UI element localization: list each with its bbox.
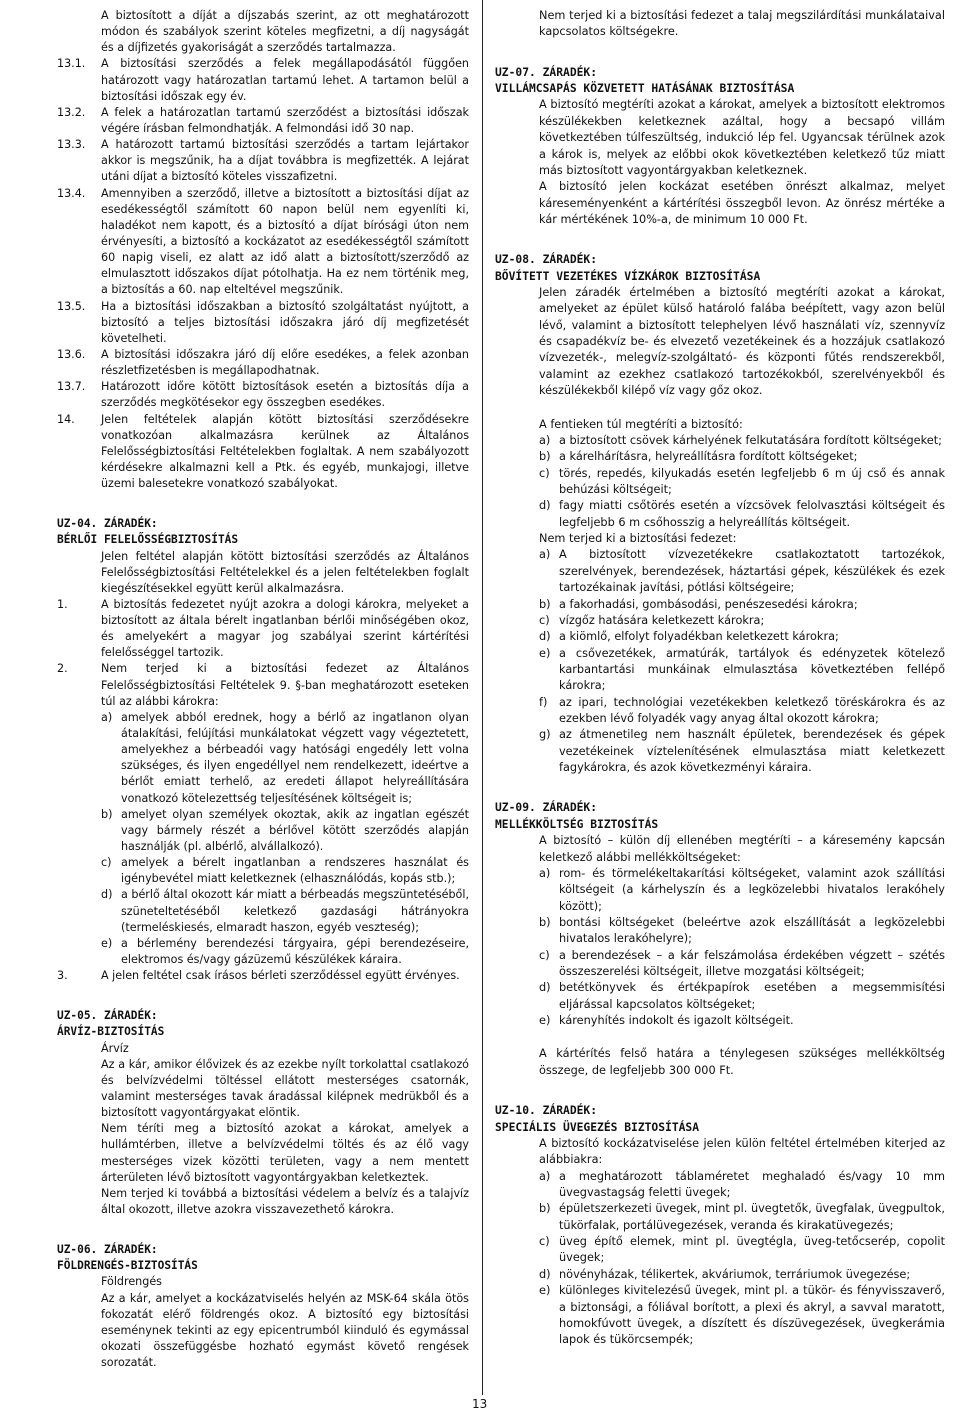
page-number: 13: [472, 1397, 488, 1411]
uz06-title: FÖLDRENGÉS-BIZTOSÍTÁS: [57, 1259, 198, 1273]
uz09-section: [495, 800, 945, 1079]
uz06-code: UZ-06. ZÁRADÉK:: [57, 1243, 158, 1257]
uz08-excl-item-f: f) az ipari, technológiai vezetékekben keletkező töréskárokra és az ezekben lévő folyadék vagy anyag által okozott károkra;: [539, 695, 945, 726]
uz04-item-c: c) amelyek a bérelt ingatlanban a rendszeres használat és igénybevétel miatt keletkeznek (elhasználódás, kopás stb.);: [101, 856, 469, 886]
uz10-item-c: c) üveg építő elemek, mint pl. üvegtégla, üveg-tetőcserép, copolit üvegek;: [539, 1235, 945, 1265]
clause-14: 14. Jelen feltételek alapján kötött biztosítási szerződésekre vonatkozóan alkalmazásra kerülnek az Általános Felelősségbiztosítási Feltételekben foglaltak. A nem szabályozott kérdésekre alkalmazni kell a Ptk. és egyéb, munkajogi, illetve üzemi balesetekre vonatkozó szabályokat.: [57, 412, 469, 491]
uz05-code: UZ-05. ZÁRADÉK:: [57, 1009, 158, 1023]
intro-paragraph: A biztosított a díját a díjszabás szerint, az ott meghatározott módon és szabályok szerint köteles megfizetni, a díj nagyságát és a díjfizetés gyakoriságát a szerződés tartalmazza.: [101, 9, 469, 55]
uz06-section: [57, 1242, 469, 1371]
uz10-item-e: e) különleges kivitelezésű üvegek, mint pl. a tükör- és fényvisszaverő, a biztonsági, a fóliával borított, a plexi és akryl, a savval maratott, homokfúvott üvegek, a díszített és díszüvegezések, üvegkerámia lapok és tükörcsempék;: [539, 1284, 945, 1347]
uz10-intro: A biztosító kockázatviselése jelen külön feltétel értelmében kiterjed az alábbiakra:: [539, 1136, 945, 1167]
uz09-item-d: d) betétkönyvek és értékpapírok esetében a megsemmisítési eljárással kapcsolatos költségeket;: [539, 981, 945, 1011]
uz09-code: UZ-09. ZÁRADÉK:: [495, 801, 598, 815]
uz05-title: ÁRVÍZ-BIZTOSÍTÁS: [57, 1025, 165, 1039]
uz07-paragraph: A biztosító jelen kockázat esetében önrészt alkalmaz, melyet káreseményenként a kártérítési összegből levon. Az önrész mértéke a kár mértékének 10%-a, de minimum 10 000 Ft.: [539, 180, 945, 226]
clause-13-7: 13.7. Határozott időre kötött biztosítások esetén a biztosítás díja a szerződés megkötésekor egy összegben esedékes.: [57, 380, 469, 410]
uz08-title: BŐVÍTETT VEZETÉKES VÍZKÁROK BIZTOSÍTÁSA: [495, 269, 761, 283]
uz08-excl-item-g: g) az átmenetileg nem használt épületek, berendezések és gépek vezetékeinek víztelenítésének elmulasztása miatt keletkezett fagykárokra, és azok következményi káraira.: [539, 728, 945, 775]
uz04-section: [57, 516, 469, 984]
clause-13-2: 13.2. A felek a határozatlan tartamú szerződést a biztosítási időszak végére írásban felmondhatják. A felmondási idő 30 nap.: [57, 105, 469, 135]
uz08-cover-item-b: b) a kárelhárításra, helyreállításra fordított költségeket;: [539, 450, 858, 464]
uz04-point-1: 1. A biztosítás fedezetet nyújt azokra a dologi károkra, melyeket a biztosított az általa bérelt ingatlanban bérlői minőségében okoz, és amelyekért a magyar jog szabályai szerint kártérítési felelősséggel tartozik.: [57, 597, 469, 660]
uz10-item-d: d) növényházak, télikertek, akváriumok, terráriumok üvegezése;: [539, 1267, 911, 1281]
uz10-title: SPECIÁLIS ÜVEGEZÉS BIZTOSÍTÁSA: [495, 1120, 700, 1134]
uz09-intro: A biztosító – külön díj ellenében megtéríti – a káresemény kapcsán keletkező alábbi mellékköltségeket:: [539, 834, 945, 864]
uz09-item-a: a) rom- és törmelékeltakarítási költségeket, valamint azok szállítási költségeit (a kárhelyszín és a legközelebbi hivatalos lerakóhely között);: [539, 866, 945, 913]
clause-13-4: 13.4. Amennyiben a szerződő, illetve a biztosított a biztosítási díjat az esedékességtől számított 60 napon belül nem egyenlíti ki, haladékot nem kapott, és a biztosító a díjat bírósági úton nem érvényesíti, a biztosító a kockázatot az esedékességtől számított 60 napig viseli, ez alatt az idő alatt a biztosított/szerződő az elmulasztott időszakos díjat pótolhatja. Ha ez nem történik meg, a biztosítás a 60. nap elteltével megszűnik.: [57, 186, 469, 297]
uz09-title: MELLÉKKÖLTSÉG BIZTOSÍTÁS: [495, 817, 659, 831]
uz06-subtitle: Földrengés: [101, 1275, 162, 1289]
uz07-title: VILLÁMCSAPÁS KÖZVETETT HATÁSÁNAK BIZTOSÍTÁSA: [495, 82, 795, 96]
column-divider: [482, 0, 483, 1395]
left-column: [57, 8, 469, 1371]
uz09-item-c: c) a berendezések – a kár felszámolása érdekében végzett – szétés összeszerelési költségeit, illetve mozgatási költségeit;: [539, 948, 945, 979]
uz04-point-2: 2. Nem terjed ki a biztosítási fedezet az Általános Felelősségbiztosítási Feltételek 9. §-ban meghatározott eseteken túl az alábbi károkra:: [57, 662, 469, 708]
uz08-excl-item-e: e) a csővezetékek, armatúrák, tartályok és edényzetek kötelező karbantartási munkáinak elmulasztása következtében fellépő károkra;: [539, 646, 945, 693]
clause-13-6: 13.6. A biztosítási időszakra járó díj előre esedékes, a felek azonban részletfizetésben is megállapodhatnak.: [57, 347, 469, 378]
uz04-intro: Jelen feltétel alapján kötött biztosítási szerződés az Általános Felelősségbiztosítási Feltételekkel és a jelen feltételekben foglalt kiegészítésekkel együtt kerül alkalmazásra.: [101, 549, 469, 595]
uz08-cover-item-a: a) a biztosított csövek kárhelyének felkutatására fordított költségeket;: [539, 433, 942, 447]
uz08-cover-item-c: c) törés, repedés, kilyukadás esetén legfeljebb 6 m új cső és annak behúzási költségeit;: [539, 466, 945, 496]
uz05-paragraph: Az a kár, amikor élővizek és az ezekbe nyílt torkolattal csatlakozó és belvízvédelmi töltéssel ellátott mesterséges csatornák, valamint mesterséges tavak áradással kilépnek medrükből és a biztosított vagyontárgyakat elöntik.: [101, 1057, 469, 1120]
uz05-subtitle: Árvíz: [101, 1041, 129, 1055]
uz04-title: BÉRLŐI FELELŐSSÉGBIZTOSÍTÁS: [57, 533, 239, 547]
uz10-item-b: b) épületszerkezeti üvegek, mint pl. üvegtetők, üvegfalak, üvegpultok, tükörfalak, portálüvegezések, veranda és kirakatüvegezés;: [539, 1202, 945, 1232]
uz10-section: [495, 1103, 945, 1348]
uz04-item-d: d) a bérlő által okozott kár miatt a bérbeadás megszüntetéséből, szüneteltetéséből keletkező gazdasági hátrányokra (termeléskiesés, elmaradt haszon, egyéb veszteség);: [101, 888, 470, 934]
uz08-intro: Jelen záradék értelmében a biztosító megtéríti azokat a károkat, amelyeket az épület külső határoló falába beépített, vagy azon belül lévő, valamint a biztosított telephelyen lévő használati víz, szennyvíz és csapadékvíz be- és elvezető vezetékeinek és a hozzájuk csatlakozó vízvezeték-, melegvíz-szolgáltató- és központi fűtés rendszerekből, valamint az ezekhez csatlakozó tartozékokból, szerelvényekből és készülékekből kilépő víz vagy gőz okoz.: [539, 286, 945, 398]
uz07-section: [495, 65, 945, 229]
continued-paragraph: Nem terjed ki a biztosítási fedezet a talaj megszilárdítási munkálataival kapcsolatos költségekre.: [539, 9, 945, 39]
clause-13-1: 13.1. A biztosítási szerződés a felek megállapodásától függően határozott vagy határozatlan tartamú lehet. A tartamon belül a biztosítási időszak egy év.: [57, 57, 469, 103]
right-column: [495, 8, 945, 1349]
uz08-excl-item-c: c) vízgőz hatására keletkezett károkra;: [539, 613, 765, 627]
uz04-point-3: 3. A jelen feltétel csak írásos bérleti szerződéssel együtt érvényes.: [57, 969, 460, 983]
uz07-paragraph: A biztosító megtéríti azokat a károkat, amelyek a biztosított elektromos készülékekben keletkeznek azáltal, hogy a becsapó villám következtében túlfeszültség, indukció lép fel. Ugyancsak térülnek azok a károk is, melyek az előbbi okok következtében keletkező tűz miatt más biztosított vagyontárgyakban keletkeznek.: [539, 98, 945, 177]
uz08-code: UZ-08. ZÁRADÉK:: [495, 253, 598, 267]
uz09-limit: A kártérítés felső határa a ténylegesen szükséges mellékköltség összege, de legfeljebb 300 000 Ft.: [539, 1047, 945, 1077]
uz08-beyond: A fentieken túl megtéríti a biztosító:: [539, 417, 743, 431]
uz04-item-e: e) a bérlemény berendezési tárgyaira, gépi berendezéseire, elektromos és/vagy gázüzemű készülékek káraira.: [101, 936, 469, 967]
uz08-excl-item-b: b) a fakorhadási, gombásodási, penészesedési károkra;: [539, 597, 858, 611]
uz08-excl-item-a: a) A biztosított vízvezetékekre csatlakoztatott tartozékok, szerelvények, berendezések, háztartási gépek, készülékek és ezek tartozékainak javítási, pótlási költségeire;: [539, 548, 945, 595]
uz08-section: [495, 252, 945, 776]
uz04-code: UZ-04. ZÁRADÉK:: [57, 517, 158, 531]
uz10-item-a: a) a meghatározott táblaméretet meghaladó és/vagy 10 mm üvegvastagság feletti üvegek;: [539, 1169, 945, 1199]
uz08-excl-item-d: d) a kiömlő, elfolyt folyadékban keletkezett károkra;: [539, 630, 839, 644]
uz06-paragraph: Az a kár, amelyet a kockázatviselés helyén az MSK-64 skála ötös fokozatát elérő földrengés okoz. A biztosító egy biztosítási eseménynek tekinti az egy epicentrumból kiinduló és egymással okozati összefüggésbe hozható egymást követő rengések sorozatát.: [101, 1291, 469, 1370]
section-13-list: [57, 56, 469, 492]
uz05-paragraph: Nem téríti meg a biztosító azokat a károkat, amelyek a hullámtérben, illetve a belvízvédelmi töltés és az élő vagy mesterséges vizek közötti területen, vagy a nem mentett árterületen lévő biztosított vagyontárgyakban keletkeztek.: [101, 1122, 469, 1184]
clause-13-3: 13.3. A határozott tartamú biztosítási szerződés a tartam lejártakor akkor is megszűnik, ha a díjat továbbra is megfizették. A lejárat utáni díjat a biztosító köteles visszafizetni.: [57, 138, 469, 184]
clause-13-5: 13.5. Ha a biztosítási időszakban a biztosító szolgáltatást nyújtott, a biztosító a teljes biztosítási időszakra járó díj megfizetését követelheti.: [57, 299, 469, 345]
uz05-section: [57, 1008, 469, 1218]
uz10-code: UZ-10. ZÁRADÉK:: [495, 1104, 598, 1118]
uz04-item-a: a) amelyek abból erednek, hogy a bérlő az ingatlanon olyan átalakítási, felújítási munkálatokat végzett vagy végeztetett, amelyekhez a bérbeadói vagy hatósági engedély lett volna szükséges, és ilyen engedéllyel nem rendelkezett, ideértve a bérlőt emiatt terhelő, az eredeti állapot helyreállítására vonatkozó kötelezettség teljesítésének költségeit is;: [101, 710, 469, 805]
uz08-exclusions: Nem terjed ki a biztosítási fedezet:: [539, 532, 737, 546]
uz04-item-b: b) amelyet olyan személyek okoztak, akik az ingatlan egészét vagy bármely részét a bérlővel kötött szerződés alapján használják (pl. albérlő, alvállalkozó).: [101, 807, 469, 854]
uz08-cover-item-d: d) fagy miatti csőtörés esetén a vízcsövek felolvasztási költségeit és legfeljebb 6 m csőhosszig a helyreállítás költségeit.: [539, 499, 945, 529]
uz09-item-e: e) kárenyhítés indokolt és igazolt költségeit.: [539, 1014, 794, 1028]
uz05-paragraph: Nem terjed ki továbbá a biztosítási védelem a belvíz és a talajvíz által okozott, illetve azokra visszavezethető károkra.: [101, 1186, 469, 1216]
uz09-item-b: b) bontási költségeket (beleértve azok elszállítását a legközelebbi hivatalos lerakóhelyre);: [539, 915, 945, 946]
uz07-code: UZ-07. ZÁRADÉK:: [495, 65, 598, 79]
